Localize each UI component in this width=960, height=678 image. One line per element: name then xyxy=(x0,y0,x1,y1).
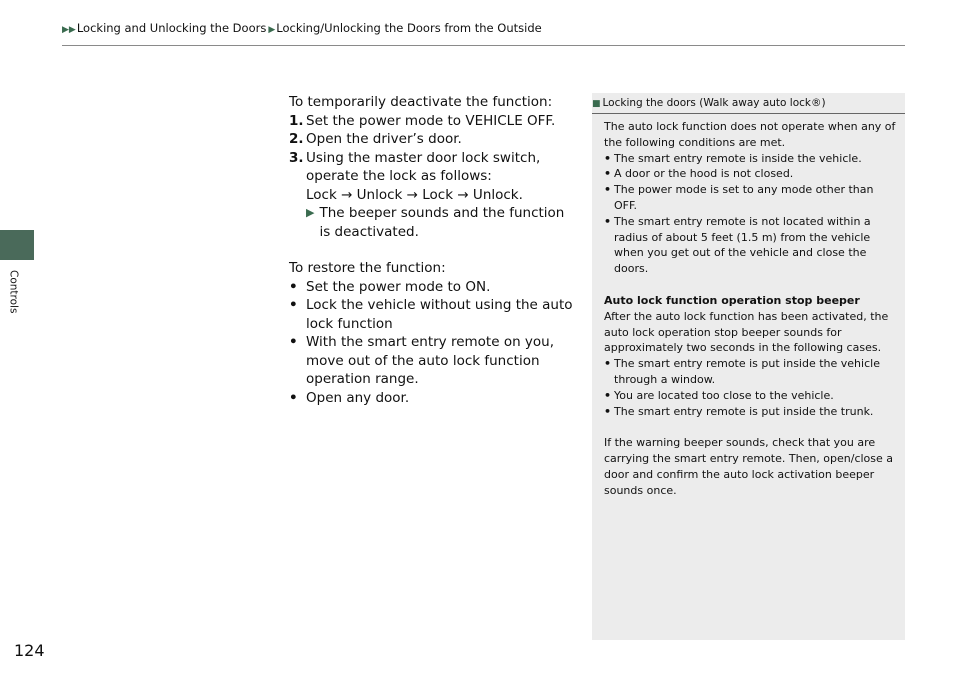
list-item-text: You are located too close to the vehicle. xyxy=(614,388,834,402)
bullet-icon: • xyxy=(289,334,298,350)
list-item xyxy=(604,151,899,167)
bullet-icon: • xyxy=(604,388,612,402)
list-item-text: The smart entry remote is put inside the vehicle through a window. xyxy=(614,357,880,386)
bullet-icon: • xyxy=(289,389,298,406)
result-arrow-icon: ▶ xyxy=(306,206,315,219)
list-item xyxy=(604,356,899,388)
list-item xyxy=(604,388,899,404)
step-text: Set the power mode to VEHICLE OFF. xyxy=(306,112,556,129)
section-label: Controls xyxy=(7,270,20,314)
list-item-text: A door or the hood is not closed. xyxy=(614,167,794,181)
side-note-panel xyxy=(592,93,905,640)
page-number: 124 xyxy=(14,641,45,660)
list-item xyxy=(289,278,579,297)
list-item-text: The smart entry remote is not located within a radius of about 5 feet (1.5 m) from the vehicle when you get out of the vehicle and close the doors. xyxy=(614,214,871,276)
bullet-icon: • xyxy=(604,151,612,165)
note-title-text: Locking the doors (Walk away auto lock®) xyxy=(602,97,826,109)
step-text: Using the master door lock switch, operate the lock as follows: xyxy=(306,149,541,184)
bullet-icon: • xyxy=(604,357,612,371)
list-item xyxy=(604,214,899,277)
list-item xyxy=(604,182,899,214)
bullet-icon: • xyxy=(604,214,612,228)
breadcrumb xyxy=(62,21,542,35)
bullet-icon: • xyxy=(604,183,612,197)
step-result xyxy=(289,204,579,241)
list-item-text: Lock the vehicle without using the auto lock function xyxy=(306,297,573,332)
breadcrumb-item-outside[interactable]: Locking/Unlocking the Doors from the Outside xyxy=(276,21,542,35)
breadcrumb-arrow-icon: ▶▶ xyxy=(62,25,76,35)
list-item-text: Open any door. xyxy=(306,389,410,406)
lock-sequence: Lock → Unlock → Lock → Unlock. xyxy=(306,186,523,203)
list-item xyxy=(289,333,579,389)
bullet-icon: • xyxy=(604,404,612,418)
list-item-text: With the smart entry remote on you, move out of the auto lock function operation range. xyxy=(306,334,555,387)
note-stop-text: After the auto lock function has been activated, the auto lock operation stop beeper sounds for approximately two seconds in the following cases. xyxy=(604,309,889,355)
bullet-icon: • xyxy=(289,278,298,295)
breadcrumb-item-locking-unlocking[interactable]: Locking and Unlocking the Doors xyxy=(76,21,267,35)
deactivate-intro: To temporarily deactivate the function: xyxy=(289,94,553,110)
list-item xyxy=(604,404,899,420)
result-text: The beeper sounds and the function is deactivated. xyxy=(319,205,565,240)
section-tab xyxy=(0,230,34,260)
step-1 xyxy=(289,112,579,131)
breadcrumb-arrow-icon: ▶ xyxy=(268,25,276,35)
main-content xyxy=(289,93,579,407)
step-text: Open the driver’s door. xyxy=(306,131,462,147)
step-number: 2. xyxy=(289,131,304,147)
note-body xyxy=(604,119,899,499)
bullet-icon: • xyxy=(604,167,612,181)
bullet-icon: • xyxy=(289,297,298,313)
note-title xyxy=(592,97,905,114)
restore-title: To restore the function: xyxy=(289,260,446,276)
step-3 xyxy=(289,149,579,186)
breadcrumb-header xyxy=(62,19,905,46)
list-item-text: The smart entry remote is inside the vehicle. xyxy=(614,151,862,165)
list-item xyxy=(604,166,899,182)
note-intro: The auto lock function does not operate when any of the following conditions are met. xyxy=(604,120,896,149)
list-item xyxy=(289,296,579,333)
step-number: 3. xyxy=(289,149,304,166)
note-subheading: Auto lock function operation stop beeper xyxy=(604,293,860,307)
list-item xyxy=(289,389,579,408)
list-item-text: Set the power mode to ON. xyxy=(306,278,491,295)
list-item-text: The smart entry remote is put inside the trunk. xyxy=(614,404,874,418)
step-2 xyxy=(289,130,579,149)
step-number: 1. xyxy=(289,112,304,129)
list-item-text: The power mode is set to any mode other than OFF. xyxy=(614,183,874,212)
reference-icon: ■ xyxy=(592,99,601,109)
note-warning: If the warning beeper sounds, check that you are carrying the smart entry remote. Then, open/close a door and confirm the auto lock activation beeper sounds once. xyxy=(604,436,894,497)
